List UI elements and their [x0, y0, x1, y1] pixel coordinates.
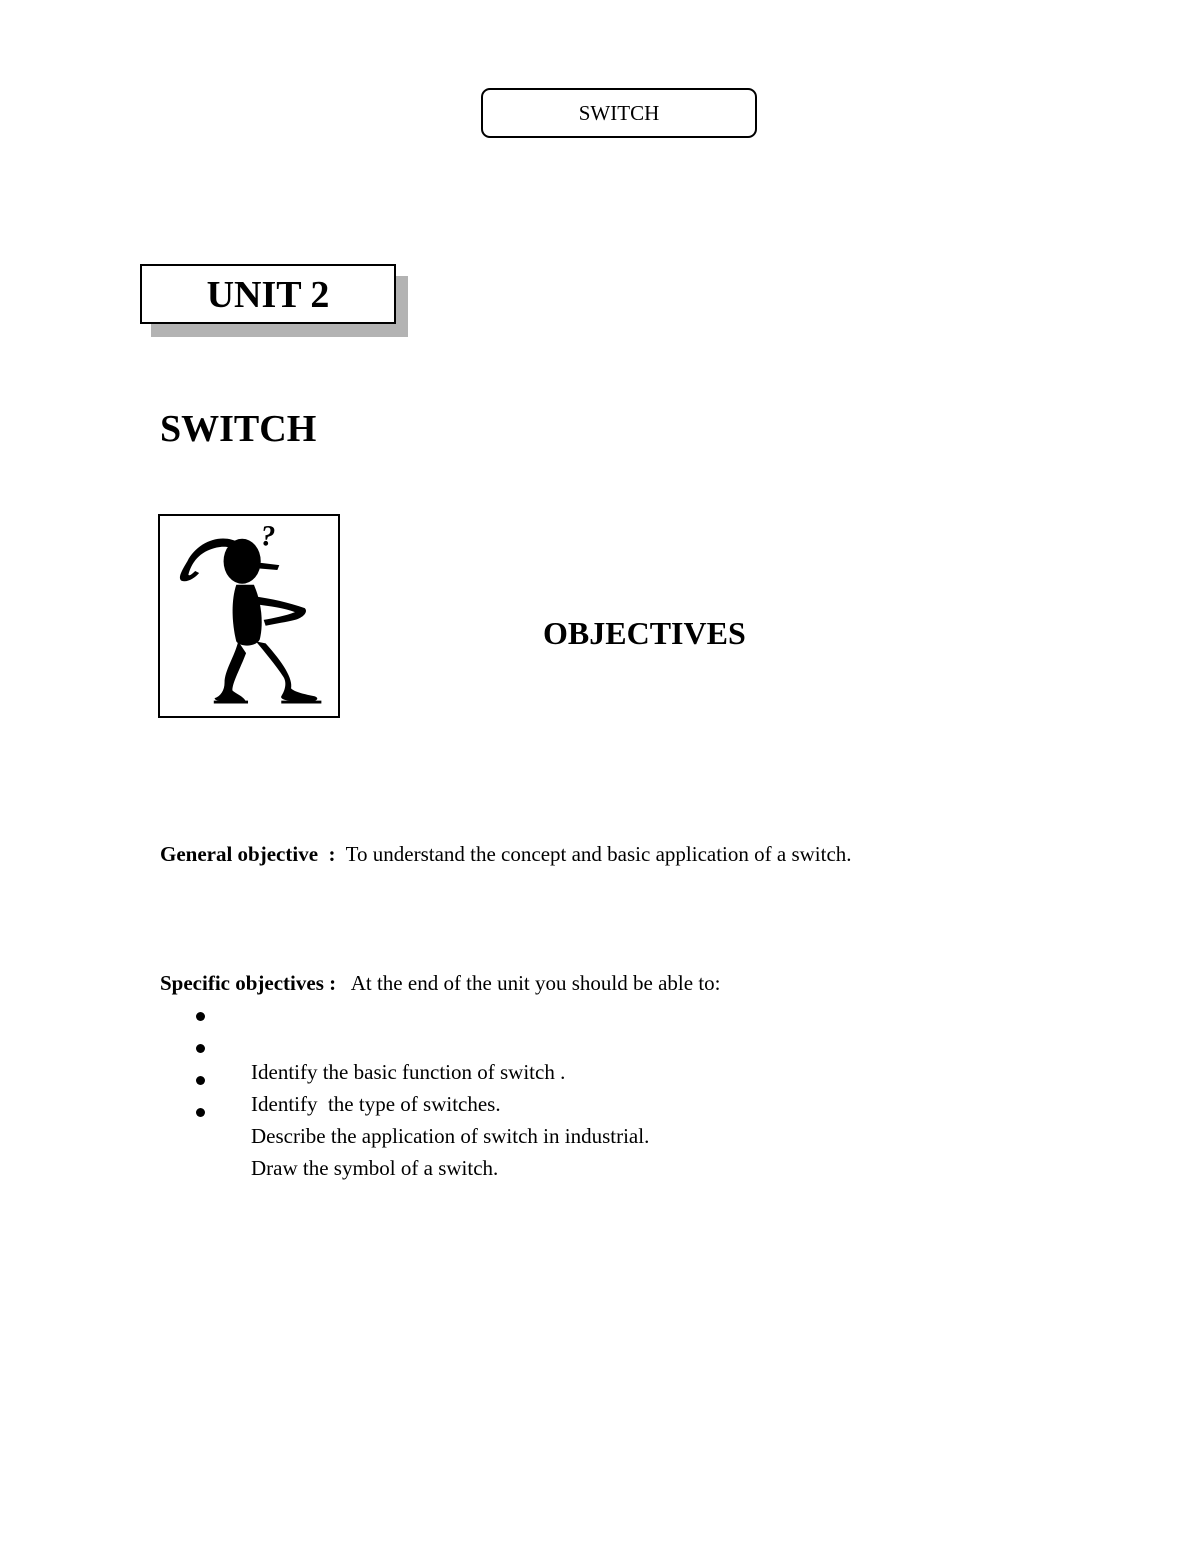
- list-item: [160, 1002, 649, 1084]
- objectives-heading: OBJECTIVES: [543, 615, 746, 651]
- list-item-text: Identify the basic function of switch .: [251, 1060, 566, 1084]
- bullet-icon: [196, 1012, 205, 1021]
- bullet-icon: [196, 1044, 205, 1053]
- general-objective-text: To understand the concept and basic application of a switch.: [335, 842, 852, 866]
- list-item-text: Identify the type of switches.: [251, 1092, 501, 1116]
- specific-objectives: [160, 969, 720, 997]
- list-item-text: Draw the symbol of a switch.: [251, 1156, 499, 1180]
- specific-objectives-text: At the end of the unit you should be able to:: [336, 971, 721, 995]
- thinking-figure-icon: [160, 516, 338, 716]
- running-header: [481, 88, 757, 138]
- general-objective: [160, 840, 852, 868]
- thinking-figure-frame: [158, 514, 340, 718]
- running-header-title: SWITCH: [578, 101, 660, 125]
- list-item-text: Describe the application of switch in industrial.: [251, 1124, 650, 1148]
- unit-label-box: [140, 264, 396, 324]
- section-title: SWITCH: [160, 408, 317, 450]
- general-objective-label: General objective :: [160, 842, 336, 866]
- question-mark-text: ?: [260, 520, 276, 553]
- bullet-icon: [196, 1076, 205, 1085]
- specific-objectives-list: [160, 1002, 650, 1180]
- specific-objectives-label: Specific objectives :: [160, 971, 337, 995]
- bullet-icon: [196, 1108, 205, 1117]
- unit-label: UNIT 2: [206, 274, 330, 316]
